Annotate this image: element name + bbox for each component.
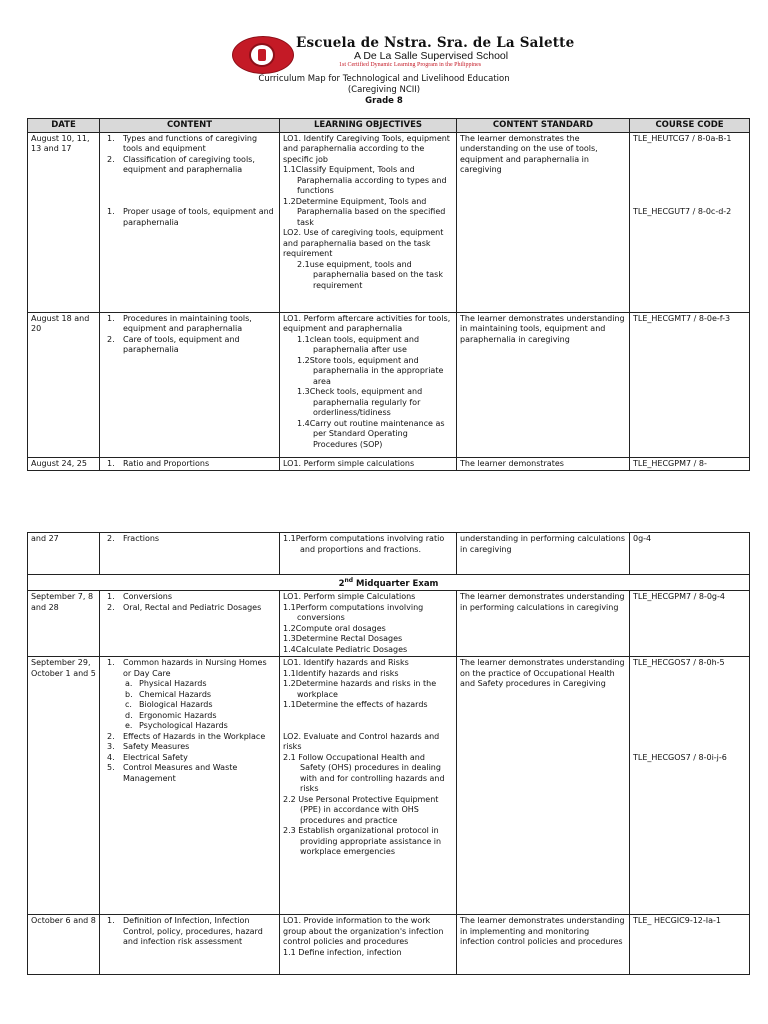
objective-text: LO1. Identify Caregiving Tools, equipment and paraphernalia according to the specific job [283,133,450,164]
objective-text: 1.2Determine hazards and risks in the workplace [283,679,437,699]
list-item: 1. Procedures in maintaining tools, equipment and paraphernalia [107,313,252,333]
page-gap [0,488,768,532]
table-row [28,457,750,471]
objectives-cell [280,312,457,457]
school-seal-icon [232,36,294,74]
code-cell [630,657,750,915]
objective-text: 1.2Store tools, equipment and paraphernalia in the appropriate area [297,355,444,386]
list-item: 5. Control Measures and Waste Management [107,763,238,783]
standard-cell: The learner demonstrates understanding on the practice of Occupational Health and Safety procedures in Caregiving [457,657,630,915]
objectives-cell [280,915,457,975]
list-item: 1. Types and functions of caregiving tools and equipment [107,133,258,153]
objective-text: 1.4Carry out routine maintenance as per Standard Operating Procedures (SOP) [297,418,445,449]
objectives-cell [280,533,457,575]
doc-subtitle: (Caregiving NCII) [347,85,421,95]
list-item: b. Chemical Hazards [125,689,212,699]
list-item: a. Physical Hazards [125,679,207,689]
school-logo [232,35,575,73]
course-code: TLE_HEUTCG7 / 8-0a-B-1 [633,133,732,143]
objective-text: 1.1Perform computations involving ratio and proportions and fractions. [283,534,445,554]
school-name: Escuela de Nstra. Sra. de La Salette [296,35,575,51]
content-cell [100,457,280,471]
content-cell [100,533,280,575]
date-cell: October 6 and 8 [28,915,100,975]
col-header-date: DATE [28,119,100,133]
list-item: c. Biological Hazards [125,700,213,710]
code-cell: TLE_ HECGIC9-12-Ia-1 [630,915,750,975]
table-row [28,312,750,457]
list-item: 1. Conversions [107,592,173,602]
table-row [28,533,750,575]
date-cell: September 7, 8 and 28 [28,591,100,657]
list-item: 1. Common hazards in Nursing Homes or Day Care [107,658,267,678]
standard-cell: understanding in performing calculations in caregiving [457,533,630,575]
objective-text: LO1. Identify hazards and Risks [283,658,409,668]
objective-text: 1.1 Define infection, infection [283,947,402,957]
objective-text: 2.1use equipment, tools and paraphernalia based on the task requirement [297,259,443,290]
table-row [28,591,750,657]
table-row [28,915,750,975]
standard-cell: The learner demonstrates understanding in maintaining tools, equipment and paraphernalia in caregiving [457,312,630,457]
list-item: 2. Care of tools, equipment and paraphernalia [107,334,240,354]
objective-text: LO1. Perform simple Calculations [283,592,416,602]
objective-text: 1.3Determine Rectal Dosages [283,634,403,644]
objective-text: 2.3 Establish organizational protocol in providing appropriate assistance in workplace emergencies [283,826,442,857]
course-code: TLE_HECGOS7 / 8-0h-5 [633,658,725,668]
code-cell: TLE_HECGPM7 / 8- [630,457,750,471]
content-cell [100,657,280,915]
objective-text: LO2. Use of caregiving tools, equipment and paraphernalia based on the task requirement [283,228,444,258]
objectives-cell [280,657,457,915]
objective-text: 1.4Calculate Pediatric Dosages [283,644,408,654]
list-item: e. Psychological Hazards [125,721,228,731]
date-cell: September 29, October 1 and 5 [28,657,100,915]
objectives-cell [280,132,457,312]
table-row [28,657,750,915]
list-item: d. Ergonomic Hazards [125,710,217,720]
table-row [28,132,750,312]
objective-text: 2.2 Use Personal Protective Equipment (PPE) in accordance with OHS procedures and practice [283,794,439,825]
standard-cell: The learner demonstrates understanding in performing calculations in caregiving [457,591,630,657]
school-subtitle: A De La Salle Supervised School [354,50,509,62]
list-item: 3. Safety Measures [107,742,190,752]
midquarter-exam-label: 2nd Midquarter Exam [28,575,750,591]
standard-cell: The learner demonstrates understanding in implementing and monitoring infection control policies and procedures [457,915,630,975]
objective-text: 1.1Classify Equipment, Tools and Paraphernalia according to types and functions [283,165,447,195]
code-cell: 0g-4 [630,533,750,575]
content-cell [100,591,280,657]
objectives-cell: LO1. Perform simple calculations [280,457,457,471]
curriculum-table-page2 [27,532,750,975]
page-1 [0,0,768,488]
content-cell [100,915,280,975]
objective-text: 1.2Compute oral dosages [283,623,386,633]
objective-text: LO1. Perform aftercare activities for tools, equipment and paraphernalia [283,313,451,333]
school-tagline: 1st Certified Dynamic Learning Program in the Philippines [339,62,482,68]
objective-text: 1.3Check tools, equipment and paraphernalia regularly for orderliness/tidiness [297,387,423,417]
grade-label: Grade 8 [365,96,403,106]
curriculum-table-page1 [27,118,750,471]
exam-row [28,575,750,591]
list-item: 2. Effects of Hazards in the Workplace [107,731,266,741]
code-cell: TLE_HECGPM7 / 8-0g-4 [630,591,750,657]
objective-text: 1.1Perform computations involving conversions [283,602,424,623]
objectives-cell [280,591,457,657]
col-header-content: CONTENT [100,119,280,133]
objective-text: LO2. Evaluate and Control hazards and risks [283,731,440,752]
table-header-row [28,119,750,133]
objective-text: 1.1clean tools, equipment and paraphernalia after use [297,334,420,354]
date-cell: August 10, 11, 13 and 17 [28,132,100,312]
page-2 [0,532,768,1024]
standard-cell: The learner demonstrates [457,457,630,471]
list-item: 2. Fractions [107,534,160,543]
objective-text: 1.1Identify hazards and risks [283,668,399,678]
list-item: 1. Definition of Infection, Infection Control, policy, procedures, hazard and infection risk assessment [107,916,263,947]
list-item: 2. Oral, Rectal and Pediatric Dosages [107,602,262,612]
content-cell [100,132,280,312]
course-code: TLE_HECGUT7 / 8-0c-d-2 [633,207,732,216]
code-cell [630,132,750,312]
objective-text: LO1. Provide information to the work group about the organization's infection control policies and procedures [283,916,444,947]
date-cell: and 27 [28,533,100,575]
doc-title: Curriculum Map for Technological and Livelihood Education [258,74,510,84]
col-header-code: COURSE CODE [630,119,750,133]
list-item: 1. Proper usage of tools, equipment and paraphernalia [107,207,274,227]
list-item: 2. Classification of caregiving tools, equipment and paraphernalia [107,154,255,174]
date-cell: August 18 and 20 [28,312,100,457]
content-cell [100,312,280,457]
objective-text: 2.1 Follow Occupational Health and Safety (OHS) procedures in dealing with and for controlling hazards and risks [283,752,445,794]
objective-text: 1.2Determine Equipment, Tools and Paraphernalia based on the specified task [283,196,446,227]
code-cell: TLE_HECGMT7 / 8-0e-f-3 [630,312,750,457]
col-header-objectives: LEARNING OBJECTIVES [280,119,457,133]
objective-text: 1.1Determine the effects of hazards [283,700,428,710]
date-cell: August 24, 25 [28,457,100,471]
course-code: TLE_HECGOS7 / 8-0i-j-6 [633,752,727,762]
list-item: 1. Ratio and Proportions [107,458,210,468]
list-item: 4. Electrical Safety [107,752,188,762]
standard-cell: The learner demonstrates the understanding on the use of tools, equipment and paraphernalia in caregiving [457,132,630,312]
col-header-standard: CONTENT STANDARD [457,119,630,133]
